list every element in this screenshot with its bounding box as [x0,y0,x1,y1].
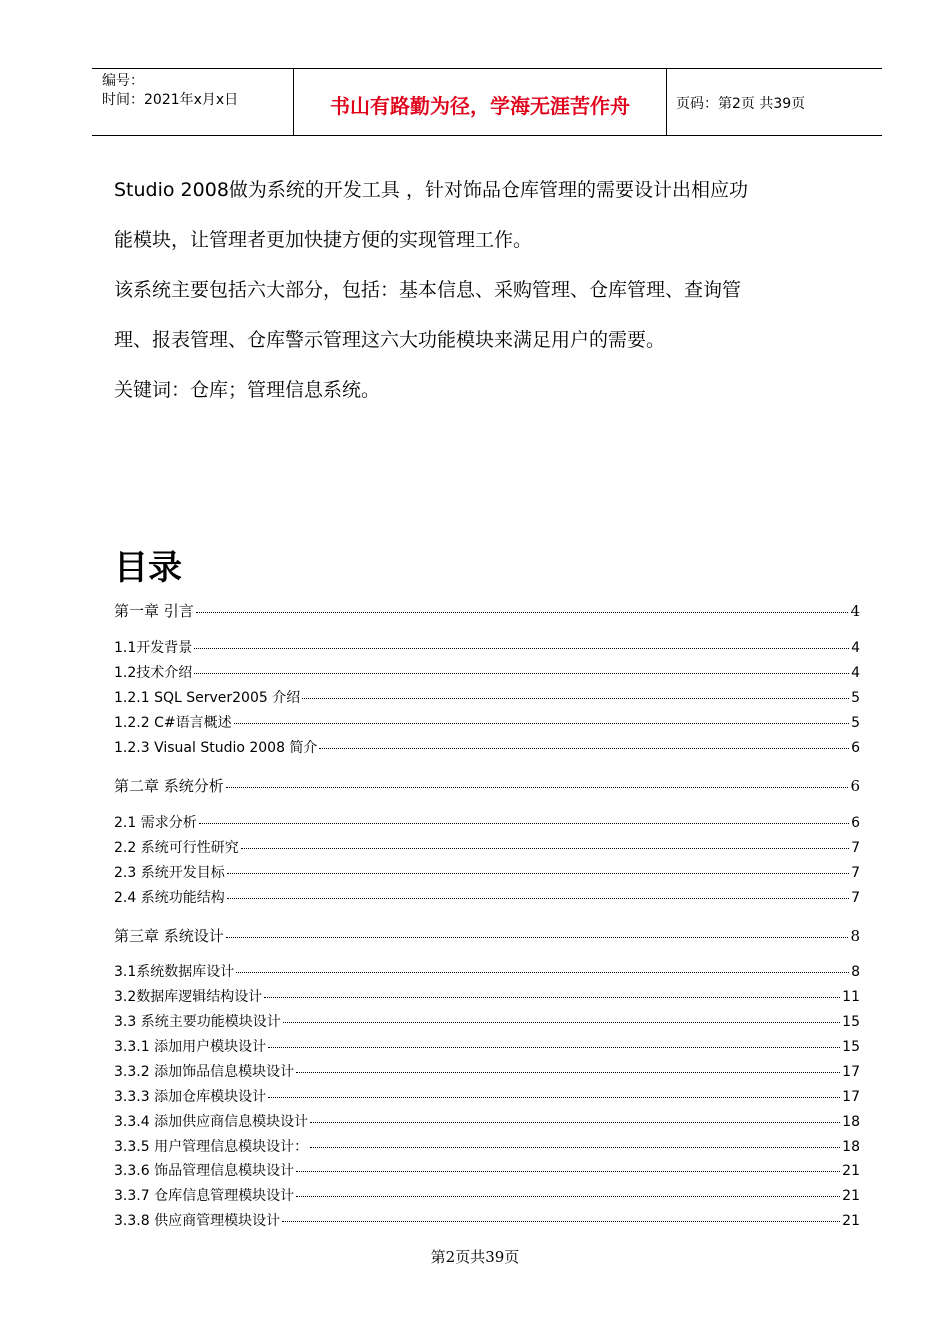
toc-entry-page: 8 [850,927,860,945]
toc-entry[interactable] [114,662,860,682]
toc-leader-dots [296,1171,840,1172]
toc-entry-page: 15 [842,1039,860,1055]
toc-entry[interactable] [114,775,860,796]
toc-entry-title: 1.1开发背景 [114,640,193,656]
toc-entry-page: 4 [850,602,860,620]
header-divider-2 [666,68,667,136]
toc-entry-title: 3.3.5 用户管理信息模块设计： [114,1139,309,1155]
toc-title: 目录 [114,548,182,588]
toc-entry[interactable] [114,961,860,981]
toc-leader-dots [227,898,849,899]
toc-entry-page: 17 [842,1064,860,1080]
toc-leader-dots [226,787,849,788]
toc-entry-title: 3.3.1 添加用户模块设计 [114,1039,267,1055]
toc-entry-title: 2.3 系统开发目标 [114,865,225,881]
toc-leader-dots [194,673,849,674]
header-motto: 书山有路勤为径，学海无涯苦作舟 [330,94,630,118]
toc-leader-dots [196,612,849,613]
toc-leader-dots [241,848,849,849]
toc-entry[interactable] [114,1086,860,1106]
toc-entry-page: 11 [842,989,860,1005]
toc-entry-page: 17 [842,1089,860,1105]
body-line-4: 理、报表管理、仓库警示管理这六大功能模块来满足用户的需要。 [114,329,666,351]
toc-entry[interactable] [114,1011,860,1031]
toc-leader-dots [236,972,849,973]
toc-entry[interactable] [114,637,860,657]
toc-entry-page: 4 [851,665,860,681]
toc-entry-page: 6 [850,777,860,795]
toc-entry-title: 1.2.2 C#语言概述 [114,715,232,731]
header-top-rule [92,68,882,69]
toc-entry[interactable] [114,1136,860,1156]
toc-entry[interactable] [114,925,860,946]
body-keywords: 关键词：仓库；管理信息系统。 [114,379,381,401]
toc-entry-page: 4 [851,640,860,656]
body-line-2: 能模块，让管理者更加快捷方便的实现管理工作。 [114,229,533,251]
toc-entry-title: 3.2数据库逻辑结构设计 [114,989,263,1005]
toc-entry[interactable] [114,1036,860,1056]
toc-entry-page: 18 [842,1139,860,1155]
toc-entry[interactable] [114,1160,860,1180]
toc-entry-page: 5 [851,690,860,706]
toc-leader-dots [296,1196,840,1197]
toc-entry-title: 3.3.6 饰品管理信息模块设计 [114,1163,295,1179]
toc-leader-dots [319,748,849,749]
toc-entry[interactable] [114,862,860,882]
toc-entry-title: 3.1系统数据库设计 [114,964,235,980]
toc-entry-page: 15 [842,1014,860,1030]
toc-leader-dots [310,1147,840,1148]
body-line-1: Studio 2008做为系统的开发工具 ，针对饰品仓库管理的需要设计出相应功 [114,179,748,201]
toc-entry[interactable] [114,1210,860,1230]
toc-entry-page: 6 [851,740,860,756]
toc-entry-page: 6 [851,815,860,831]
toc-entry-page: 7 [851,840,860,856]
toc-entry-title: 1.2技术介绍 [114,665,193,681]
toc-entry-title: 2.2 系统可行性研究 [114,840,239,856]
toc-entry-title: 1.2.3 Visual Studio 2008 简介 [114,740,318,756]
toc-entry-title: 3.3.4 添加供应商信息模块设计 [114,1114,309,1130]
toc-leader-dots [199,823,849,824]
toc-entry[interactable] [114,687,860,707]
toc-entry-title: 1.2.1 SQL Server2005 介绍 [114,690,301,706]
toc-entry[interactable] [114,712,860,732]
page-footer: 第2页共39页 [430,1248,520,1266]
toc-leader-dots [302,698,849,699]
header-code-label: 编号： [102,73,144,89]
header-time-label: 时间：2021年x月x日 [102,92,239,108]
toc-leader-dots [268,1047,840,1048]
toc-entry[interactable] [114,1185,860,1205]
toc-entry-page: 18 [842,1114,860,1130]
toc-leader-dots [227,873,849,874]
toc-entry-page: 21 [842,1213,860,1229]
toc-entry-page: 7 [851,890,860,906]
toc-entry-page: 21 [842,1188,860,1204]
toc-leader-dots [234,723,850,724]
toc-entry-page: 8 [851,964,860,980]
toc-entry[interactable] [114,600,860,621]
header-bottom-rule [92,135,882,136]
toc-entry-title: 第一章 引言 [114,602,194,620]
toc-leader-dots [283,1022,840,1023]
toc-leader-dots [296,1072,840,1073]
toc-entry-title: 2.4 系统功能结构 [114,890,225,906]
toc-entry[interactable] [114,1111,860,1131]
toc-leader-dots [282,1221,840,1222]
toc-leader-dots [310,1122,840,1123]
header-meta [102,72,238,110]
toc-leader-dots [226,937,849,938]
body-line-3: 该系统主要包括六大部分，包括：基本信息、采购管理、仓库管理、查询管 [114,279,742,301]
toc-entry[interactable] [114,812,860,832]
toc-entry-title: 第二章 系统分析 [114,777,224,795]
toc-entry-title: 第三章 系统设计 [114,927,224,945]
toc-entry[interactable] [114,837,860,857]
toc-entry[interactable] [114,1061,860,1081]
toc-leader-dots [264,997,840,998]
toc-entry-title: 3.3 系统主要功能模块设计 [114,1014,281,1030]
toc-entry-title: 3.3.8 供应商管理模块设计 [114,1213,281,1229]
toc-entry-title: 3.3.7 仓库信息管理模块设计 [114,1188,295,1204]
toc-entry-page: 5 [851,715,860,731]
toc-entry[interactable] [114,737,860,757]
toc-entry-page: 21 [842,1163,860,1179]
toc-leader-dots [194,648,849,649]
toc-leader-dots [268,1097,840,1098]
toc-entry-title: 3.3.2 添加饰品信息模块设计 [114,1064,295,1080]
toc-entry[interactable] [114,986,860,1006]
toc-entry-title: 2.1 需求分析 [114,815,197,831]
toc-entry-title: 3.3.3 添加仓库模块设计 [114,1089,267,1105]
header-page-info: 页码：第2页 共39页 [676,96,806,112]
toc-entry-page: 7 [851,865,860,881]
toc-entry[interactable] [114,887,860,907]
